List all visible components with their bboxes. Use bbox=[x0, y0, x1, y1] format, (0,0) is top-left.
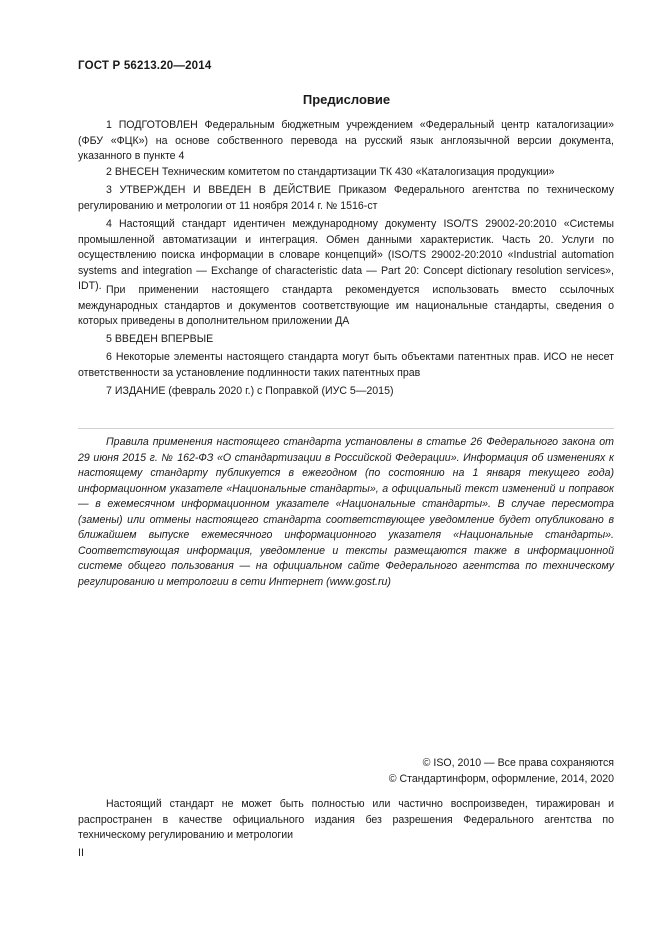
separator-rule bbox=[78, 428, 614, 429]
copyright-iso: © ISO, 2010 — Все права сохраняются bbox=[422, 757, 614, 769]
paragraph-5: 5 ВВЕДЕН ВПЕРВЫЕ bbox=[106, 333, 214, 345]
paragraph-3: 3 УТВЕРЖДЕН И ВВЕДЕН В ДЕЙСТВИЕ Приказом Федерального агентства по техническому регулированию и метрологии от 11 ноября 2014 г. № 1516-ст bbox=[78, 184, 614, 212]
page-number: II bbox=[78, 847, 84, 859]
paragraph-1: 1 ПОДГОТОВЛЕН Федеральным бюджетным учреждением «Федеральный центр каталогизации» (ФБУ «ФЦК») на основе собственного перевода на русский язык англоязычной версии документа, указанного в пункте 4 bbox=[78, 119, 614, 162]
notice-paragraph: Правила применения настоящего стандарта установлены в статье 26 Федерального закона от 29 июня 2015 г. № 162-ФЗ «О стандартизации в Российской Федерации». Информация об изменениях к настоящему стандарту публикуется в ежегодном (по состоянию на 1 января текущего года) информационном указателе «Национальные стандарты», а официальный текст изменений и поправок — в ежемесячном информационном указателе «Национальные стандарты». В случае пересмотра (замены) или отмены настоящего стандарта соответствующее уведомление будет опубликовано в ближайшем выпуске ежемесячного информационного указателя «Национальные стандарты». Соответствующая информация, уведомление и тексты размещаются также в информационной системе общего пользования — на официальном сайте Федерального агентства по техническому регулированию и метрологии в сети Интернет (www.gost.ru) bbox=[78, 436, 614, 588]
document-header: ГОСТ Р 56213.20—2014 bbox=[78, 60, 212, 72]
paragraph-6: 6 Некоторые элементы настоящего стандарта могут быть объектами патентных прав. ИСО не несет ответственности за установление подлинности таких патентных прав bbox=[78, 351, 614, 379]
paragraph-7: 7 ИЗДАНИЕ (февраль 2020 г.) с Поправкой (ИУС 5—2015) bbox=[106, 385, 394, 397]
reproduction-notice: Настоящий стандарт не может быть полностью или частично воспроизведен, тиражирован и распространен в качестве официального издания без разрешения Федерального агентства по техническому регулированию и метрологии bbox=[78, 798, 614, 841]
copyright-standartinform: © Стандартинформ, оформление, 2014, 2020 bbox=[388, 773, 614, 785]
paragraph-4-note: При применении настоящего стандарта рекомендуется использовать вместо ссылочных международных стандартов и документов соответствующие им национальные стандарты, сведения о которых приведены в дополнительном приложении ДА bbox=[78, 284, 614, 327]
paragraph-2: 2 ВНЕСЕН Техническим комитетом по стандартизации ТК 430 «Каталогизация продукции» bbox=[106, 166, 555, 178]
paragraph-4: 4 Настоящий стандарт идентичен международному документу ISO/TS 29002-20:2010 «Системы промышленной автоматизации и интеграция. Обмен данными характеристик. Часть 20. Услуги по осуществлению поиска информации в словаре концепций» (ISO/TS 29002-20:2010 «Industrial automation systems and integration — Exchange of characteristic data — Part 20: Concept dictionary resolution services», IDT). bbox=[78, 218, 614, 292]
page-title: Предисловие bbox=[302, 92, 391, 107]
